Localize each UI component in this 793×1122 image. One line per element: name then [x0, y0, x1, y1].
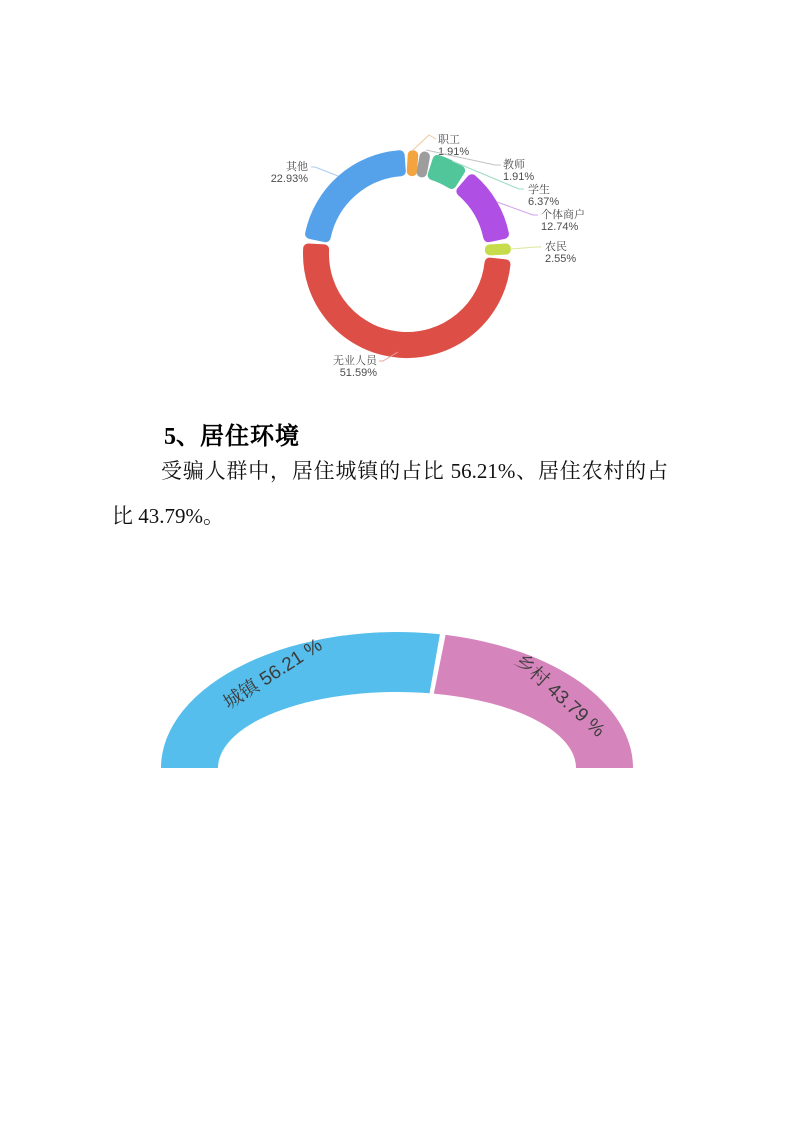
- residence-half-donut-chart: [140, 598, 660, 788]
- half-donut-label-城镇: 城镇 56.21 %: [219, 634, 327, 714]
- donut-label-name: 无业人员: [333, 355, 377, 367]
- donut-label-value: 51.59%: [339, 367, 377, 379]
- donut-label-name: 职工: [438, 134, 460, 146]
- donut-segment-学生: [433, 160, 460, 184]
- donut-label-value: 1.91%: [503, 171, 535, 183]
- donut-segment-无业人员: [308, 248, 505, 353]
- donut-segment-个体商户: [461, 179, 504, 237]
- donut-label-name: 个体商户: [541, 209, 585, 221]
- donut-segment-职工: [412, 155, 413, 171]
- heading-number: 5、: [164, 424, 200, 450]
- half-donut-segment-乡村: [434, 635, 633, 768]
- donut-label-value: 2.55%: [545, 253, 577, 265]
- donut-segment-其他: [310, 155, 401, 237]
- body-paragraph: 受骗人群中，居住城镇的占比 56.21%、居住农村的占比 43.79%。: [112, 459, 668, 528]
- donut-label-value: 22.93%: [270, 173, 308, 185]
- half-donut-label-乡村: 乡村 43.79 %: [510, 650, 609, 742]
- donut-label-name: 其他: [286, 161, 308, 173]
- leader-line: [511, 247, 541, 249]
- donut-segment-农民: [490, 248, 506, 250]
- leader-line: [412, 135, 436, 151]
- donut-label-value: 1.91%: [438, 146, 470, 158]
- donut-label-name: 教师: [503, 159, 525, 171]
- donut-label-value: 12.74%: [541, 221, 579, 233]
- heading-title: 居住环境: [200, 423, 300, 450]
- donut-label-value: 6.37%: [528, 196, 560, 208]
- donut-label-name: 学生: [528, 184, 550, 196]
- section-heading: [164, 416, 300, 451]
- occupation-donut-chart: [240, 110, 600, 400]
- donut-label-name: 农民: [545, 241, 567, 253]
- leader-line: [311, 167, 338, 176]
- donut-segment-教师: [422, 157, 425, 173]
